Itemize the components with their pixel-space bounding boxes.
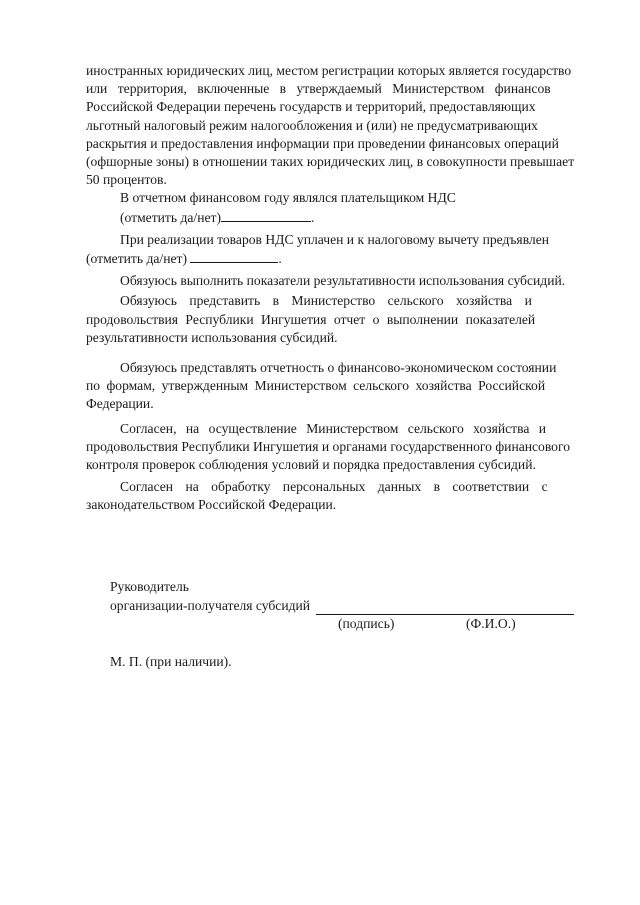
- vat-deduction-answer-line: [86, 249, 588, 268]
- text-line: Согласен на обработку персональных данных в соответствии с: [120, 479, 548, 495]
- text-line: продовольствия Республики Ингушетия и органами государственного финансового: [86, 438, 571, 454]
- paragraph-vat-deduction: [86, 231, 588, 268]
- text-line: продовольствия Республики Ингушетия отчет о выполнении показателей: [86, 311, 536, 327]
- text-line: результативности использования субсидий.: [86, 329, 338, 345]
- paragraph-offshore-continuation: [86, 62, 588, 189]
- vat-payer-label: (отметить да/нет): [120, 209, 221, 225]
- text-line: В отчетном финансовом году являлся плательщиком НДС: [120, 190, 456, 206]
- vat-payer-answer-field[interactable]: [221, 208, 311, 222]
- text-line: 50 процентов.: [86, 172, 167, 188]
- text-line: Согласен, на осуществление Министерством сельского хозяйства и: [120, 420, 547, 436]
- text-line: Федерации.: [86, 396, 154, 412]
- paragraph-consent-personal-data: [86, 478, 588, 514]
- text-line: Российской Федерации перечень государств и территорий, предоставляющих: [86, 99, 536, 115]
- text-line: по формам, утвержденным Министерством сельского хозяйства Российской: [86, 378, 546, 394]
- document-body: [86, 62, 588, 515]
- text-line: Обязуюсь представлять отчетность о финансово-экономическом состоянии: [120, 360, 557, 376]
- signatory-org-line: [110, 597, 574, 615]
- paragraph-consent-inspection: [86, 420, 588, 475]
- full-name-caption: (Ф.И.О.): [466, 616, 516, 631]
- text-line: Обязуюсь выполнить показатели результативности использования субсидий.: [120, 273, 566, 289]
- signatory-org-label: организации-получателя субсидий: [110, 598, 311, 613]
- text-line: иностранных юридических лиц, местом регистрации которых является государство: [86, 63, 572, 78]
- vat-payer-answer-line: [86, 208, 588, 227]
- vat-deduction-answer-field[interactable]: [190, 249, 278, 263]
- vat-deduction-label: (отметить да/нет): [86, 251, 187, 267]
- text-line: При реализации товаров НДС уплачен и к налоговому вычету предъявлен: [120, 231, 550, 247]
- signatory-role: Руководитель: [110, 579, 189, 594]
- stamp-place: М. П. (при наличии).: [110, 654, 232, 669]
- text-line: законодательством Российской Федерации.: [86, 497, 337, 513]
- vat-payer-end: .: [310, 209, 315, 225]
- text-line: (офшорные зоны) в отношении таких юридических лиц, в совокупности превышает: [86, 154, 575, 170]
- text-line: контроля проверок соблюдения условий и порядка предоставления субсидий.: [86, 457, 536, 473]
- paragraph-financial-reporting: [86, 359, 588, 414]
- paragraph-vat-payer: [86, 189, 588, 226]
- paragraph-report: [86, 292, 588, 347]
- text-line: раскрытия и предоставления информации при проведении финансовых операций: [86, 135, 559, 151]
- signature-field[interactable]: [316, 600, 574, 615]
- signature-caption: (подпись): [338, 616, 395, 631]
- paragraph-performance: [86, 272, 588, 290]
- text-line: или территория, включенные в утверждаемый Министерством финансов: [86, 81, 551, 97]
- text-line: Обязуюсь представить в Министерство сельского хозяйства и: [120, 293, 532, 309]
- vat-deduction-end: .: [278, 251, 282, 267]
- text-line: льготный налоговый режим налогообложения и (или) не предусматривающих: [86, 117, 538, 133]
